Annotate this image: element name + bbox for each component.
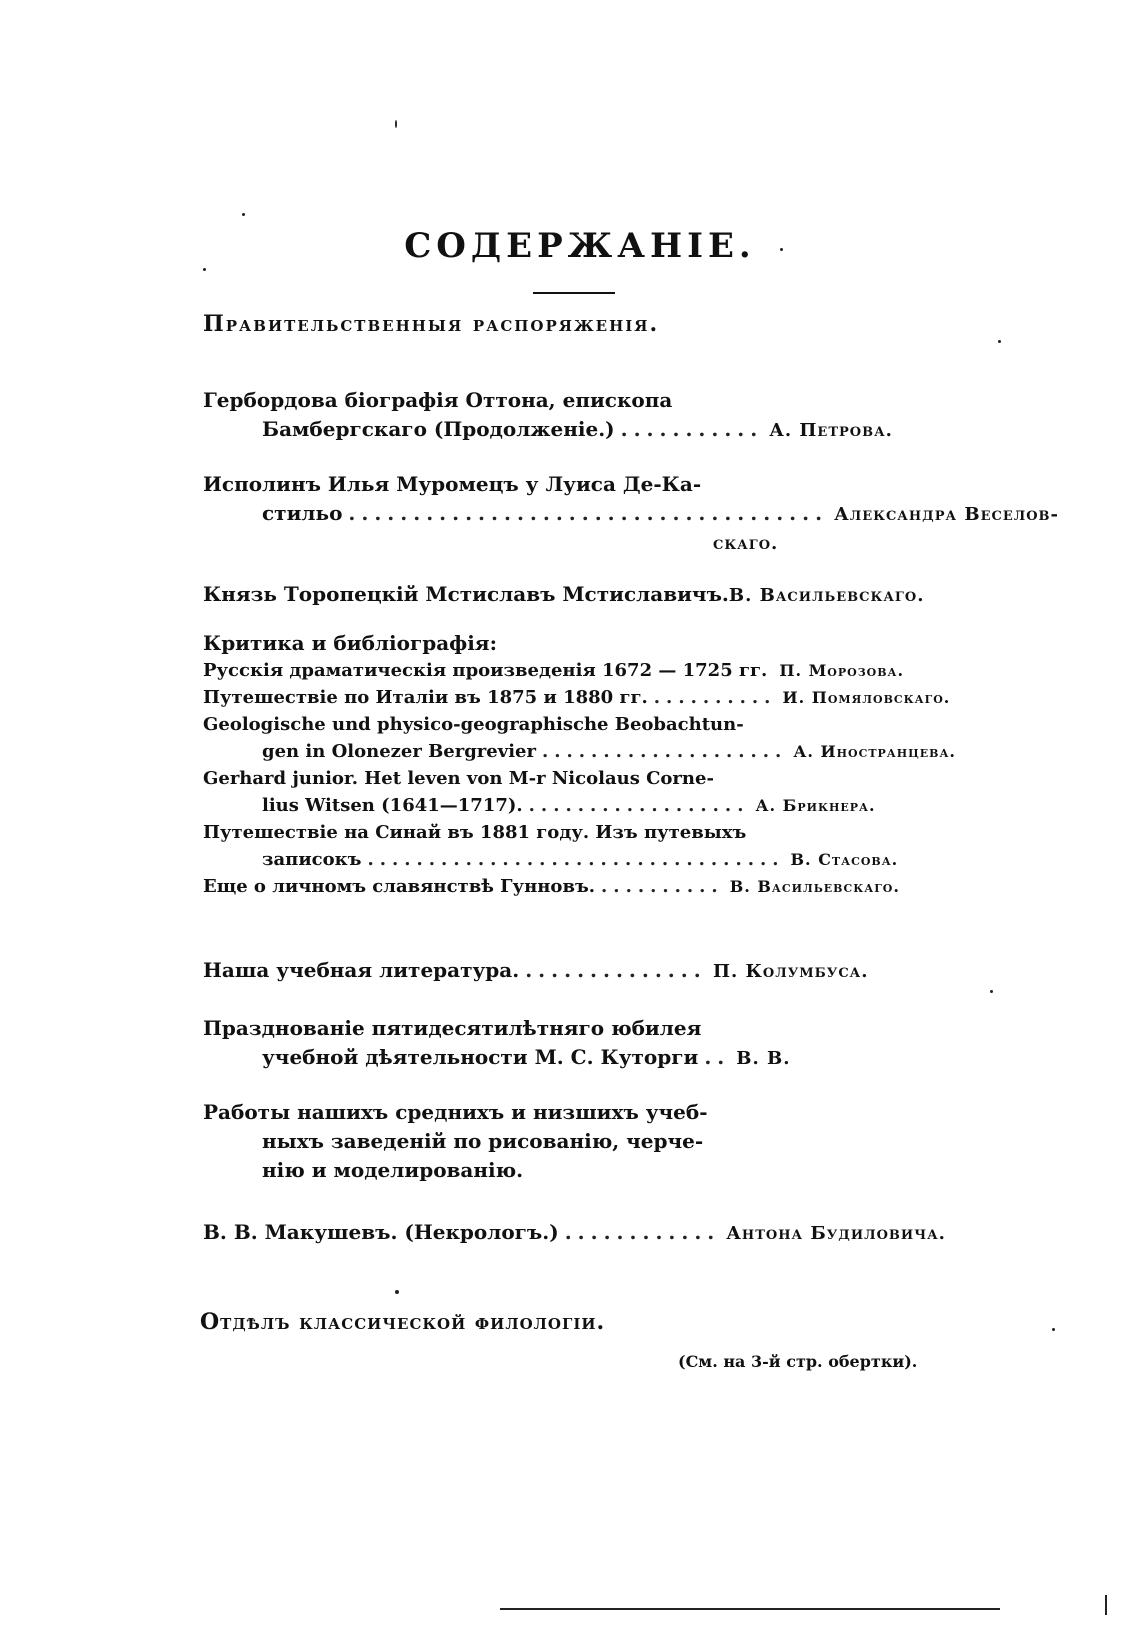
- entry-author: П. Колумбуса.: [713, 961, 869, 982]
- critique-item: Путешествіе по Италіи въ 1875 и 1880 гг.: [203, 687, 648, 708]
- scan-speck: [203, 268, 206, 271]
- entry-gerbord: Гербордова біографія Оттона, епископа Бамбергскаго (Продолженіе.) ........... А. Петрова.: [203, 386, 943, 445]
- entry-literature: Наша учебная литература. .............. П. Колумбуса.: [203, 956, 943, 986]
- entry-author: В. Васильевскаго.: [729, 877, 900, 896]
- entry-title-line: Князь Торопецкій Мстиславъ Мстиславичъ.: [203, 582, 729, 606]
- entry-title-line: В. В. Макушевъ. (Некрологъ.): [203, 1220, 559, 1244]
- scan-speck: [780, 248, 783, 251]
- critique-item-cont: gen in Olonezer Bergrevier: [262, 741, 536, 762]
- scan-speck: [242, 213, 245, 216]
- entry-knyaz: [203, 580, 943, 610]
- entry-author: В. В.: [736, 1048, 791, 1069]
- entry-title-line: Празднованіе пятидесятилѣтняго юбилея: [203, 1016, 702, 1040]
- entry-title-line: Работы нашихъ среднихъ и низшихъ учеб-: [203, 1100, 708, 1124]
- page-title: СОДЕРЖАНІЕ.: [404, 226, 756, 266]
- critique-heading: Критика и библіографія:: [203, 631, 497, 655]
- scan-speck: [998, 340, 1001, 343]
- entry-title-line: нію и моделированію.: [262, 1158, 524, 1182]
- entry-author: Александра Веселов-: [834, 504, 1060, 525]
- critique-item-cont: записокъ: [262, 849, 362, 870]
- entry-critique: Критика и библіографія: Русскія драматическія произведенія 1672 — 1725 гг. П. Морозова. Путешествіе по Италіи въ 1875 и 1880 гг. .......... И. Помяловскаго. Geologische und physico-geographische Beobachtun- gen in Olonezer Bergrevier .................... А. Иностранцева. Gerhard junior. Het leven von M-r Nicolaus Corne- lius Witsen (1641—1717). .................. А. Брикнера. Путешествіе на Синай въ 1881 году. Изъ путевыхъ записокъ .................................. В. Стасова. Еще о личномъ славянствѣ Гунновъ. .......... В. Васильевскаго.: [203, 630, 943, 900]
- entry-schools: [203, 1098, 943, 1185]
- critique-item: Путешествіе на Синай въ 1881 году. Изъ путевыхъ: [203, 822, 747, 843]
- entry-author: А. Петрова.: [769, 420, 893, 441]
- entry-makushev: В. В. Макушевъ. (Некрологъ.) ............ Антона Будиловича.: [203, 1218, 943, 1248]
- entry-title-line: Бамбергскаго (Продолженіе.): [262, 417, 615, 441]
- critique-item-cont: lius Witsen (1641—1717).: [262, 795, 523, 816]
- critique-item: Geologische und physico-geographische Beobachtun-: [203, 714, 744, 735]
- scan-speck: [395, 120, 397, 128]
- entry-title-line: ныхъ заведеній по рисованію, черче-: [262, 1129, 704, 1153]
- critique-item: Русскія драматическія произведенія 1672 — 1725 гг.: [203, 660, 768, 681]
- entry-author: П. Морозова.: [779, 661, 905, 680]
- entry-title-line: учебной дѣятельности М. С. Куторги: [262, 1045, 699, 1069]
- section-government: Правительственныя распоряженія.: [203, 311, 660, 337]
- entry-author: Антона Будиловича.: [726, 1223, 946, 1244]
- bottom-rule: [500, 1608, 1000, 1610]
- section-classics: Отдѣлъ классической филологіи.: [200, 1309, 606, 1335]
- scan-speck: [990, 990, 993, 993]
- scan-speck: [1052, 1328, 1055, 1331]
- critique-item: Еще о личномъ славянствѣ Гунновъ.: [203, 876, 596, 897]
- entry-title-line: Исполинъ Илья Муромецъ у Луиса Де-Ка-: [203, 472, 702, 496]
- critique-item: Gerhard junior. Het leven von M-r Nicolaus Corne-: [203, 768, 714, 789]
- entry-ilya-muromets: Исполинъ Илья Муромецъ у Луиса Де-Ка- стильо ..................................... Александра Веселов- скаго.: [203, 470, 943, 558]
- entry-jubilee: Празднованіе пятидесятилѣтняго юбилея учебной дѣятельности М. С. Куторги .. В. В.: [203, 1014, 943, 1073]
- entry-author: В. Васильевскаго.: [728, 585, 925, 606]
- scan-speck: [395, 1290, 399, 1294]
- entry-author-cont: скаго.: [713, 533, 779, 554]
- entry-title-line: Наша учебная литература.: [203, 958, 520, 982]
- scan-speck: [1105, 1595, 1107, 1615]
- title-divider: [533, 292, 615, 294]
- entry-author: А. Иностранцева.: [793, 742, 956, 761]
- entry-author: И. Помяловскаго.: [782, 688, 951, 707]
- entry-title-line: Гербордова біографія Оттона, епископа: [203, 388, 673, 412]
- entry-author: В. Стасова.: [790, 850, 899, 869]
- entry-author: А. Брикнера.: [755, 796, 876, 815]
- cover-reference-note: (См. на 3-й стр. обертки).: [678, 1352, 918, 1371]
- entry-title-line: стильо: [262, 501, 343, 525]
